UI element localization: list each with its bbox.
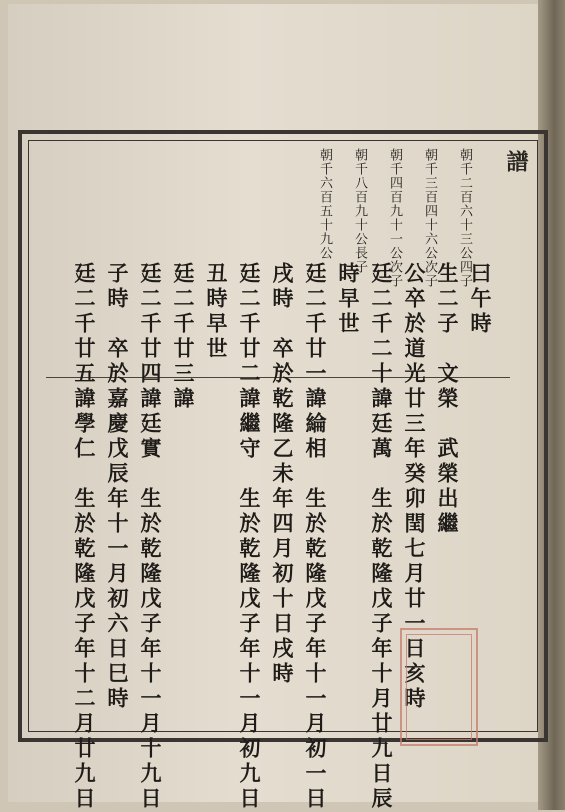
main-column-2: 生二子 文榮 武榮出繼 [435, 262, 460, 537]
upper-column-2: 朝千三百四十六公次子 [422, 148, 437, 288]
main-column-4: 廷二千二十諱廷萬 生於乾隆戊子年十月廿九日辰 [369, 262, 394, 812]
upper-column-3: 朝千四百九十一公次子 [387, 148, 402, 288]
main-column-1: 曰午時 [468, 262, 493, 337]
upper-column-5: 朝千六百五十九公 [317, 148, 332, 260]
main-column-7: 戌時 卒於乾隆乙未年四月初十日戌時 [270, 262, 295, 687]
main-column-8: 廷二千廿二諱繼守 生於乾隆戊子年十一月初九日 [237, 262, 262, 812]
main-column-6: 廷二千廿一諱綸相 生於乾隆戊子年十一月初一日 [303, 262, 328, 812]
main-column-12: 子時 卒於嘉慶戊辰年十一月初六日巳時 [105, 262, 130, 712]
upper-column-4: 朝千八百九十公長子 [352, 148, 367, 274]
main-column-5: 時早世 [336, 262, 361, 337]
upper-column-1: 朝千二百六十三公四子 [457, 148, 472, 288]
page-header: 譜 [503, 150, 529, 176]
main-column-11: 廷二千廿四諱廷實 生於乾隆戊子年十一月十九日 [138, 262, 163, 812]
main-column-3: 公卒於道光廿三年癸卯閏七月廿一日亥時 [402, 262, 427, 712]
red-seal-stamp [400, 628, 478, 746]
main-column-10: 廷二千廿三諱 [171, 262, 196, 412]
main-column-9: 丑時早世 [204, 262, 229, 362]
main-column-13: 廷二千廿五諱學仁 生於乾隆戊子年十二月廿九日 [72, 262, 97, 812]
